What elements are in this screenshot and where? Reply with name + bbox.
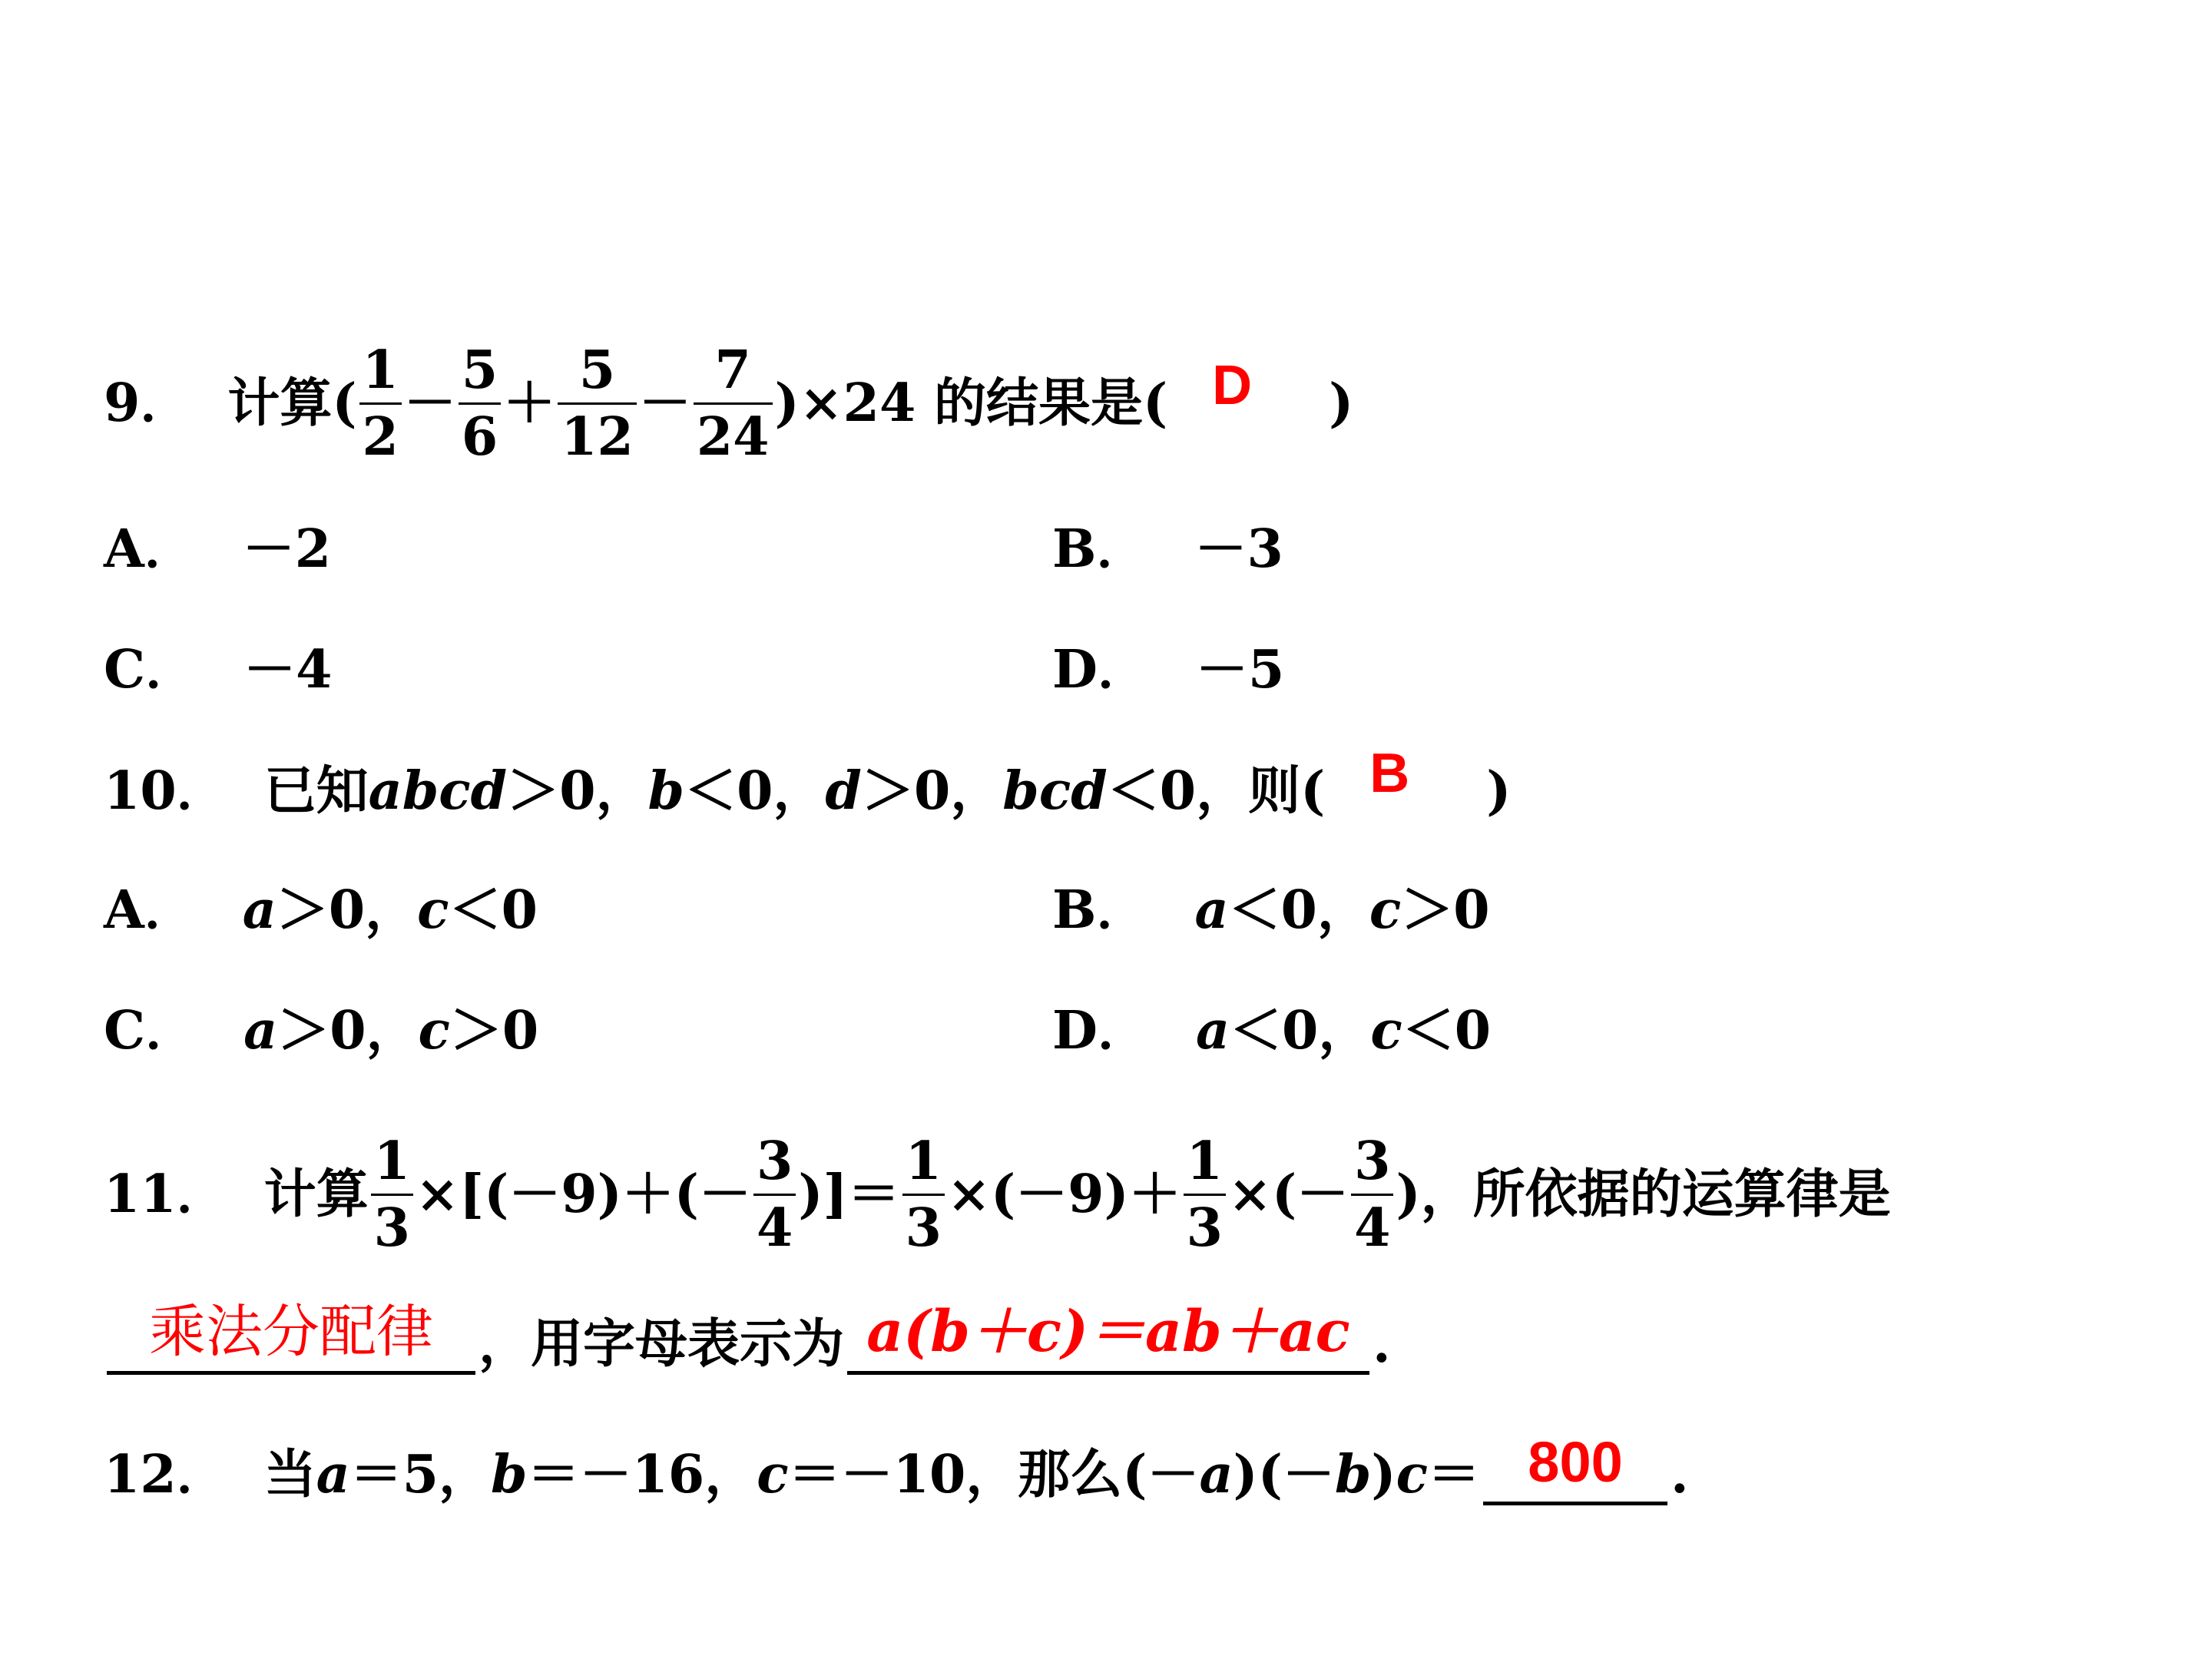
fraction: $\frac{1}{3}$ (902, 1135, 945, 1254)
question-9 (104, 339, 1354, 468)
option-label: B． (1052, 879, 1149, 941)
question-11 (104, 1129, 1891, 1260)
variable: a (243, 1000, 278, 1061)
option-c (104, 973, 538, 1088)
variable: c (417, 879, 449, 941)
question-text: 当 (263, 1444, 316, 1505)
question-number: 11． (104, 1164, 229, 1225)
option-text: ＞0 (449, 1000, 539, 1061)
question-12 (104, 1406, 1689, 1505)
question-number: 10． (104, 760, 229, 822)
variable: c (418, 1000, 450, 1061)
question-text: ×[(－9)＋(－ (415, 1164, 751, 1225)
option-d (1052, 973, 1491, 1088)
question-number: 9． (104, 373, 193, 434)
variable: a (1195, 1000, 1230, 1061)
variable: a (1199, 1444, 1233, 1505)
fraction: $\frac{7}{24}$ (694, 344, 773, 463)
question-text: ，用字母表示为 (478, 1313, 845, 1375)
close-paren: ) (1486, 760, 1512, 822)
question-text: )(－ (1233, 1444, 1335, 1505)
variable: a (316, 1444, 350, 1505)
option-b (1052, 492, 1283, 607)
variable: b (491, 1444, 528, 1505)
fraction: $\frac{1}{2}$ (359, 344, 402, 463)
variable: c (1396, 1444, 1429, 1505)
question-text: ＝5， (349, 1444, 492, 1505)
operator: － (638, 373, 691, 434)
option-label: C． (104, 1000, 198, 1061)
answer-text: 800 (1528, 1430, 1623, 1494)
option-text: ＞0 (1401, 879, 1490, 941)
question-number: 12． (104, 1444, 229, 1505)
variable: c (1370, 1000, 1402, 1061)
answer-text: a(b＋c)＝ab＋ac (866, 1299, 1350, 1365)
variable: b (1334, 1444, 1372, 1505)
question-text: ×(－ (1227, 1164, 1349, 1225)
question-text: 计算 (263, 1164, 369, 1225)
question-text: ＝ (1428, 1444, 1481, 1505)
question-text: 计算( (227, 373, 357, 434)
variable: bcd (1002, 760, 1108, 822)
answer-slot (1325, 743, 1486, 818)
option-label: D． (1052, 1000, 1150, 1061)
answer-slot (1167, 355, 1329, 430)
option-text: ＞0， (276, 879, 418, 941)
operator: ＋ (503, 373, 556, 434)
question-text: ＜0， (684, 760, 826, 822)
variable: b (647, 760, 685, 822)
answer-blank (847, 1299, 1369, 1375)
variable: d (825, 760, 862, 822)
question-text: ＝－16， (527, 1444, 757, 1505)
question-text: )×24 的结果是( (774, 373, 1168, 434)
answer-blank (1483, 1430, 1667, 1505)
option-c (104, 612, 332, 727)
question-text: ) (1371, 1444, 1396, 1505)
variable: a (1194, 879, 1229, 941)
option-label: B． (1052, 518, 1149, 580)
variable: abcd (368, 760, 508, 822)
option-text: ＜0， (1228, 879, 1369, 941)
period: . (1671, 1444, 1689, 1505)
option-text: ＜0， (1230, 1000, 1371, 1061)
question-11-continued (104, 1275, 1391, 1375)
option-value: －4 (243, 639, 333, 700)
question-10 (104, 733, 1511, 849)
variable: a (242, 879, 276, 941)
option-label: D． (1052, 639, 1150, 700)
option-text: ＜0 (1402, 1000, 1492, 1061)
option-d (1052, 612, 1284, 727)
fraction: $\frac{3}{4}$ (753, 1135, 796, 1254)
question-text: ＞0， (507, 760, 648, 822)
question-text: )，所依据的运算律是 (1396, 1164, 1891, 1225)
option-text: ＞0， (277, 1000, 419, 1061)
option-text: ＜0 (449, 879, 538, 941)
answer-text: 乘法分配律 (149, 1299, 433, 1365)
operator: － (403, 373, 456, 434)
option-value: －5 (1195, 639, 1285, 700)
fraction: $\frac{5}{12}$ (558, 344, 637, 463)
question-text: ＞0， (861, 760, 1003, 822)
answer-text: D (1212, 355, 1253, 416)
fraction: $\frac{1}{3}$ (371, 1135, 413, 1254)
close-paren: ) (1329, 373, 1354, 434)
option-value: －2 (242, 518, 332, 580)
variable: c (757, 1444, 789, 1505)
option-value: －3 (1194, 518, 1283, 580)
fraction: $\frac{5}{6}$ (459, 344, 501, 463)
variable: c (1369, 879, 1402, 941)
fraction: $\frac{3}{4}$ (1351, 1135, 1393, 1254)
option-label: A． (104, 879, 197, 941)
answer-blank (107, 1299, 475, 1375)
option-a (104, 853, 538, 968)
period: . (1373, 1313, 1391, 1375)
option-b (1052, 853, 1490, 968)
question-text: ×(－9)＋ (947, 1164, 1181, 1225)
option-label: C． (104, 639, 198, 700)
question-text: ＝－10，那么(－ (788, 1444, 1200, 1505)
question-text: ＜0，则( (1107, 760, 1326, 822)
question-text: )]＝ (798, 1164, 900, 1225)
fraction: $\frac{1}{3}$ (1184, 1135, 1226, 1254)
answer-text: B (1369, 743, 1410, 804)
option-a (104, 492, 331, 607)
question-text: 已知 (263, 760, 369, 822)
option-label: A． (104, 518, 197, 580)
